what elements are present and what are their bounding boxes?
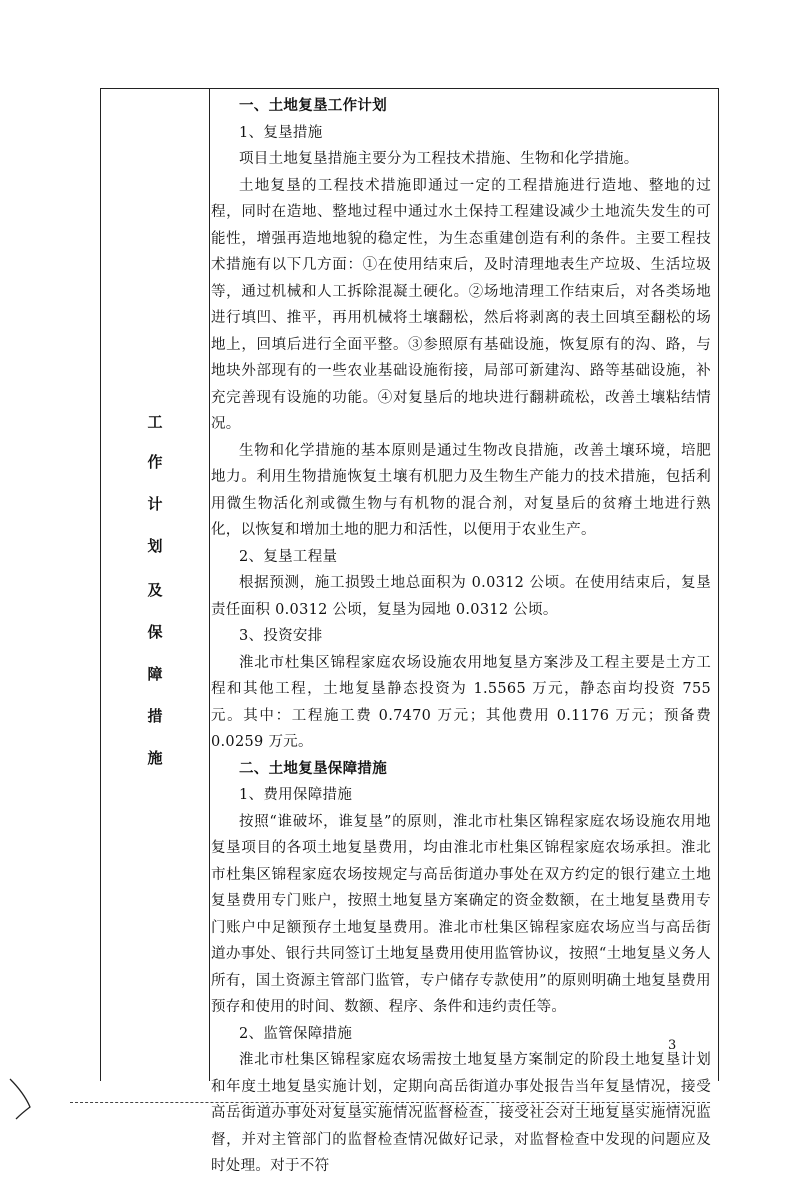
plan-table: [100, 88, 719, 1174]
side-label-column: [101, 89, 210, 1081]
paragraph: 淮北市杜集区锦程家庭农场设施农用地复垦方案涉及工程主要是土方工程和其他工程，土地复垦静态投资为 1.5565 万元，静态亩均投资 755 元。其中：工程施工费 0.7470 万元；其他费用 0.1176 万元；预备费 0.0259 万元。: [211, 654, 711, 750]
subsection-heading: 2、复垦工程量: [239, 548, 338, 565]
section-heading: 一、土地复垦工作计划: [239, 97, 387, 114]
side-label-char: 工: [147, 413, 163, 431]
scan-mark-icon: [8, 1075, 38, 1120]
subsection-heading: 1、费用保障措施: [239, 787, 353, 803]
side-label-char: 施: [147, 749, 163, 767]
bottom-dashed-rule: [70, 1102, 710, 1103]
side-label-char: 计: [147, 495, 163, 513]
side-label-char: 作: [147, 453, 163, 471]
subsection-heading: 1、复垦措施: [239, 124, 323, 141]
paragraph: 土地复垦的工程技术措施即通过一定的工程措施进行造地、整地的过程，同时在造地、整地过程中通过水土保持工程建设减少土地流失发生的可能性，增强再造地地貌的稳定性，为生态重建创造有利的条件。主要工程技术措施有以下几方面：①在使用结束后，及时清理地表生产垃圾、生活垃圾等，通过机械和人工拆除混凝土硬化。②场地清理工作结束后，对各类场地进行填凹、推平，再用机械将土壤翻松，然后将剥离的表土回填至翻松的场地上，回填后进行全面平整。③参照原有基础设施，恢复原有的沟、路，与地块外部现有的一些农业基础设施衔接，局部可新建沟、路等基础设施，补充完善现有设施的功能。④对复垦后的地块进行翻耕疏松，改善土壤粘结情况。: [211, 177, 711, 432]
subsection-heading: 3、投资安排: [239, 628, 323, 644]
side-label-char: 措: [147, 707, 163, 725]
side-label-char: 划: [147, 537, 163, 555]
side-label-char: 障: [147, 665, 163, 683]
subsection-heading: 2、监管保障措施: [239, 1025, 353, 1042]
paragraph: 生物和化学措施的基本原则是通过生物改良措施，改善土壤环境，培肥地力。利用生物措施恢复土壤有机肥力及生物生产能力的技术措施，包括利用微生物活化剂或微生物与有机物的混合剂，对复垦后的贫瘠土地进行熟化，以恢复和增加土地的肥力和活性，以便用于农业生产。: [211, 442, 711, 538]
content-column: [211, 93, 711, 1180]
page-number: 3: [668, 1038, 677, 1053]
paragraph: 按照“谁破坏，谁复垦”的原则，淮北市杜集区锦程家庭农场设施农用地复垦项目的各项土地复垦费用，均由淮北市杜集区锦程家庭农场承担。淮北市杜集区锦程家庭农场按规定与高岳街道办事处在双方约定的银行建立土地复垦费用专门账户，按照土地复垦方案确定的资金数额，在土地复垦费用专门账户中足额预存土地复垦费用。淮北市杜集区锦程家庭农场应当与高岳街道办事处、银行共同签订土地复垦费用使用监管协议，按照“土地复垦义务人所有，国土资源主管部门监管，专户储存专款使用”的原则明确土地复垦费用预存和使用的时间、数额、程序、条件和违约责任等。: [211, 813, 711, 1015]
paragraph: 根据预测，施工损毁土地总面积为 0.0312 公顷。在使用结束后，复垦责任面积 0.0312 公顷，复垦为园地 0.0312 公顷。: [211, 575, 711, 618]
side-label-char: 及: [147, 581, 163, 599]
side-label-char: 保: [147, 623, 163, 641]
section-heading: 二、土地复垦保障措施: [239, 759, 387, 777]
paragraph: 淮北市杜集区锦程家庭农场需按土地复垦方案制定的阶段土地复垦计划和年度土地复垦实施计划，定期向高岳街道办事处报告当年复垦情况，接受高岳街道办事处对复垦实施情况监督检查，接受社会对土地复垦实施情况监督，并对主管部门的监督检查情况做好记录，对监督检查中发现的问题应及时处理。对于不符: [211, 1052, 711, 1174]
paragraph: 项目土地复垦措施主要分为工程技术措施、生物和化学措施。: [239, 151, 639, 167]
